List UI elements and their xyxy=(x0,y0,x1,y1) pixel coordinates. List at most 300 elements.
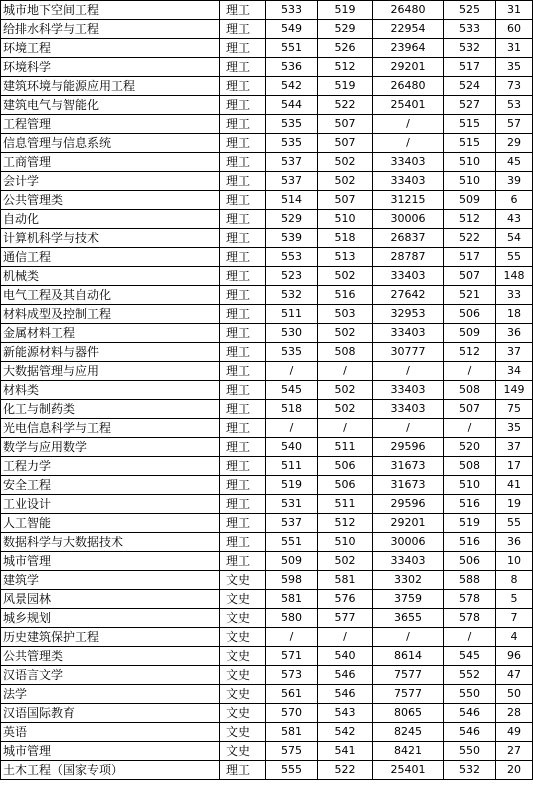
category-cell: 理工 xyxy=(220,533,266,552)
highest-score-cell: 575 xyxy=(266,742,318,761)
lowest-score-cell: 577 xyxy=(318,609,373,628)
highest-score-cell: 570 xyxy=(266,704,318,723)
highest-score-cell: 561 xyxy=(266,685,318,704)
category-cell: 理工 xyxy=(220,761,266,780)
enrollment-count-cell: 5 xyxy=(496,590,533,609)
lowest-rank-cell: 26480 xyxy=(373,1,444,20)
major-name-cell: 自动化 xyxy=(1,210,220,229)
lowest-rank-cell: 29201 xyxy=(373,58,444,77)
category-cell: 理工 xyxy=(220,495,266,514)
average-score-cell: 546 xyxy=(444,704,496,723)
average-score-cell: 578 xyxy=(444,590,496,609)
average-score-cell: 516 xyxy=(444,495,496,514)
major-name-cell: 计算机科学与技术 xyxy=(1,229,220,248)
lowest-rank-cell: 33403 xyxy=(373,172,444,191)
highest-score-cell: 514 xyxy=(266,191,318,210)
category-cell: 文史 xyxy=(220,704,266,723)
enrollment-count-cell: 54 xyxy=(496,229,533,248)
lowest-rank-cell: 31215 xyxy=(373,191,444,210)
major-name-cell: 法学 xyxy=(1,685,220,704)
lowest-score-cell: 542 xyxy=(318,723,373,742)
lowest-rank-cell: 23964 xyxy=(373,39,444,58)
lowest-score-cell: 507 xyxy=(318,134,373,153)
enrollment-count-cell: 49 xyxy=(496,723,533,742)
enrollment-count-cell: 36 xyxy=(496,533,533,552)
average-score-cell: 507 xyxy=(444,400,496,419)
highest-score-cell: 539 xyxy=(266,229,318,248)
lowest-score-cell: 522 xyxy=(318,96,373,115)
table-row xyxy=(1,267,533,286)
lowest-score-cell: 502 xyxy=(318,324,373,343)
table-row xyxy=(1,39,533,58)
major-name-cell: 大数据管理与应用 xyxy=(1,362,220,381)
table-row xyxy=(1,476,533,495)
category-cell: 理工 xyxy=(220,343,266,362)
lowest-rank-cell: 27642 xyxy=(373,286,444,305)
enrollment-count-cell: 29 xyxy=(496,134,533,153)
highest-score-cell: 549 xyxy=(266,20,318,39)
lowest-rank-cell: 22954 xyxy=(373,20,444,39)
highest-score-cell: 509 xyxy=(266,552,318,571)
category-cell: 理工 xyxy=(220,115,266,134)
highest-score-cell: 533 xyxy=(266,1,318,20)
major-name-cell: 城市地下空间工程 xyxy=(1,1,220,20)
average-score-cell: 506 xyxy=(444,305,496,324)
major-name-cell: 金属材料工程 xyxy=(1,324,220,343)
average-score-cell: 525 xyxy=(444,1,496,20)
category-cell: 理工 xyxy=(220,457,266,476)
major-name-cell: 汉语国际教育 xyxy=(1,704,220,723)
average-score-cell: / xyxy=(444,419,496,438)
major-name-cell: 风景园林 xyxy=(1,590,220,609)
table-row xyxy=(1,362,533,381)
category-cell: 理工 xyxy=(220,229,266,248)
table-row xyxy=(1,552,533,571)
lowest-rank-cell: 31673 xyxy=(373,457,444,476)
table-row xyxy=(1,286,533,305)
highest-score-cell: 537 xyxy=(266,172,318,191)
lowest-rank-cell: 33403 xyxy=(373,381,444,400)
major-name-cell: 会计学 xyxy=(1,172,220,191)
lowest-score-cell: 512 xyxy=(318,58,373,77)
enrollment-count-cell: 45 xyxy=(496,153,533,172)
table-row xyxy=(1,115,533,134)
major-name-cell: 英语 xyxy=(1,723,220,742)
category-cell: 理工 xyxy=(220,362,266,381)
category-cell: 理工 xyxy=(220,514,266,533)
lowest-rank-cell: / xyxy=(373,115,444,134)
lowest-rank-cell: 8614 xyxy=(373,647,444,666)
average-score-cell: 552 xyxy=(444,666,496,685)
major-name-cell: 公共管理类 xyxy=(1,647,220,666)
highest-score-cell: 530 xyxy=(266,324,318,343)
highest-score-cell: 535 xyxy=(266,343,318,362)
lowest-rank-cell: 8065 xyxy=(373,704,444,723)
enrollment-count-cell: 31 xyxy=(496,1,533,20)
average-score-cell: 507 xyxy=(444,267,496,286)
lowest-rank-cell: 8421 xyxy=(373,742,444,761)
table-row xyxy=(1,324,533,343)
table-row xyxy=(1,514,533,533)
major-name-cell: 建筑学 xyxy=(1,571,220,590)
lowest-rank-cell: 30006 xyxy=(373,210,444,229)
table-row xyxy=(1,457,533,476)
average-score-cell: 532 xyxy=(444,39,496,58)
average-score-cell: 588 xyxy=(444,571,496,590)
major-name-cell: 工商管理 xyxy=(1,153,220,172)
average-score-cell: 524 xyxy=(444,77,496,96)
category-cell: 文史 xyxy=(220,647,266,666)
lowest-score-cell: 541 xyxy=(318,742,373,761)
average-score-cell: 520 xyxy=(444,438,496,457)
enrollment-count-cell: 73 xyxy=(496,77,533,96)
category-cell: 文史 xyxy=(220,685,266,704)
enrollment-count-cell: 55 xyxy=(496,514,533,533)
average-score-cell: 527 xyxy=(444,96,496,115)
highest-score-cell: 531 xyxy=(266,495,318,514)
lowest-score-cell: / xyxy=(318,419,373,438)
lowest-score-cell: 540 xyxy=(318,647,373,666)
enrollment-count-cell: 35 xyxy=(496,58,533,77)
average-score-cell: / xyxy=(444,628,496,647)
enrollment-count-cell: 148 xyxy=(496,267,533,286)
table-row xyxy=(1,191,533,210)
category-cell: 理工 xyxy=(220,324,266,343)
category-cell: 理工 xyxy=(220,96,266,115)
highest-score-cell: 511 xyxy=(266,457,318,476)
category-cell: 理工 xyxy=(220,381,266,400)
highest-score-cell: 511 xyxy=(266,305,318,324)
lowest-rank-cell: 26837 xyxy=(373,229,444,248)
table-row xyxy=(1,742,533,761)
major-name-cell: 环境工程 xyxy=(1,39,220,58)
enrollment-count-cell: 37 xyxy=(496,343,533,362)
category-cell: 理工 xyxy=(220,210,266,229)
major-name-cell: 材料类 xyxy=(1,381,220,400)
major-name-cell: 人工智能 xyxy=(1,514,220,533)
average-score-cell: 521 xyxy=(444,286,496,305)
lowest-score-cell: 502 xyxy=(318,153,373,172)
lowest-score-cell: 516 xyxy=(318,286,373,305)
lowest-score-cell: 508 xyxy=(318,343,373,362)
average-score-cell: 517 xyxy=(444,58,496,77)
major-name-cell: 信息管理与信息系统 xyxy=(1,134,220,153)
average-score-cell: 522 xyxy=(444,229,496,248)
lowest-rank-cell: 33403 xyxy=(373,153,444,172)
category-cell: 理工 xyxy=(220,305,266,324)
average-score-cell: 506 xyxy=(444,552,496,571)
enrollment-count-cell: 10 xyxy=(496,552,533,571)
highest-score-cell: 542 xyxy=(266,77,318,96)
highest-score-cell: 519 xyxy=(266,476,318,495)
table-row xyxy=(1,153,533,172)
lowest-score-cell: 529 xyxy=(318,20,373,39)
table-row xyxy=(1,609,533,628)
lowest-rank-cell: 25401 xyxy=(373,761,444,780)
category-cell: 理工 xyxy=(220,476,266,495)
highest-score-cell: 537 xyxy=(266,153,318,172)
category-cell: 理工 xyxy=(220,438,266,457)
table-row xyxy=(1,58,533,77)
major-name-cell: 工程力学 xyxy=(1,457,220,476)
lowest-score-cell: 502 xyxy=(318,267,373,286)
category-cell: 理工 xyxy=(220,134,266,153)
lowest-rank-cell: / xyxy=(373,628,444,647)
enrollment-count-cell: 41 xyxy=(496,476,533,495)
table-row xyxy=(1,723,533,742)
highest-score-cell: 545 xyxy=(266,381,318,400)
lowest-score-cell: 506 xyxy=(318,476,373,495)
table-row xyxy=(1,20,533,39)
table-row xyxy=(1,628,533,647)
table-row xyxy=(1,438,533,457)
lowest-rank-cell: 29201 xyxy=(373,514,444,533)
table-row xyxy=(1,305,533,324)
highest-score-cell: 580 xyxy=(266,609,318,628)
major-name-cell: 光电信息科学与工程 xyxy=(1,419,220,438)
lowest-rank-cell: 7577 xyxy=(373,666,444,685)
highest-score-cell: 573 xyxy=(266,666,318,685)
major-name-cell: 通信工程 xyxy=(1,248,220,267)
average-score-cell: 516 xyxy=(444,533,496,552)
lowest-score-cell: 502 xyxy=(318,381,373,400)
lowest-rank-cell: 33403 xyxy=(373,267,444,286)
enrollment-count-cell: 50 xyxy=(496,685,533,704)
lowest-score-cell: 511 xyxy=(318,495,373,514)
enrollment-count-cell: 53 xyxy=(496,96,533,115)
category-cell: 理工 xyxy=(220,1,266,20)
major-name-cell: 城乡规划 xyxy=(1,609,220,628)
category-cell: 理工 xyxy=(220,419,266,438)
table-row xyxy=(1,761,533,780)
category-cell: 文史 xyxy=(220,590,266,609)
lowest-score-cell: / xyxy=(318,362,373,381)
major-name-cell: 建筑环境与能源应用工程 xyxy=(1,77,220,96)
lowest-rank-cell: 3759 xyxy=(373,590,444,609)
major-name-cell: 电气工程及其自动化 xyxy=(1,286,220,305)
table-row xyxy=(1,419,533,438)
enrollment-count-cell: 4 xyxy=(496,628,533,647)
lowest-score-cell: 510 xyxy=(318,533,373,552)
category-cell: 理工 xyxy=(220,248,266,267)
lowest-score-cell: 511 xyxy=(318,438,373,457)
lowest-rank-cell: 33403 xyxy=(373,552,444,571)
lowest-rank-cell: 33403 xyxy=(373,400,444,419)
lowest-rank-cell: 3655 xyxy=(373,609,444,628)
lowest-score-cell: 546 xyxy=(318,685,373,704)
lowest-score-cell: 546 xyxy=(318,666,373,685)
enrollment-count-cell: 96 xyxy=(496,647,533,666)
enrollment-count-cell: 8 xyxy=(496,571,533,590)
enrollment-count-cell: 17 xyxy=(496,457,533,476)
average-score-cell: 578 xyxy=(444,609,496,628)
highest-score-cell: 518 xyxy=(266,400,318,419)
average-score-cell: 515 xyxy=(444,115,496,134)
enrollment-count-cell: 75 xyxy=(496,400,533,419)
lowest-rank-cell: 7577 xyxy=(373,685,444,704)
category-cell: 理工 xyxy=(220,153,266,172)
highest-score-cell: 571 xyxy=(266,647,318,666)
category-cell: 理工 xyxy=(220,267,266,286)
enrollment-count-cell: 57 xyxy=(496,115,533,134)
category-cell: 理工 xyxy=(220,172,266,191)
lowest-rank-cell: 32953 xyxy=(373,305,444,324)
average-score-cell: 510 xyxy=(444,172,496,191)
enrollment-count-cell: 37 xyxy=(496,438,533,457)
highest-score-cell: / xyxy=(266,362,318,381)
enrollment-count-cell: 6 xyxy=(496,191,533,210)
highest-score-cell: 581 xyxy=(266,723,318,742)
category-cell: 理工 xyxy=(220,191,266,210)
average-score-cell: / xyxy=(444,362,496,381)
major-name-cell: 材料成型及控制工程 xyxy=(1,305,220,324)
lowest-score-cell: 518 xyxy=(318,229,373,248)
enrollment-count-cell: 35 xyxy=(496,419,533,438)
average-score-cell: 546 xyxy=(444,723,496,742)
enrollment-count-cell: 18 xyxy=(496,305,533,324)
category-cell: 理工 xyxy=(220,77,266,96)
major-name-cell: 城市管理 xyxy=(1,552,220,571)
average-score-cell: 508 xyxy=(444,381,496,400)
major-name-cell: 建筑电气与智能化 xyxy=(1,96,220,115)
highest-score-cell: 551 xyxy=(266,533,318,552)
average-score-cell: 510 xyxy=(444,153,496,172)
highest-score-cell: 536 xyxy=(266,58,318,77)
lowest-score-cell: 507 xyxy=(318,115,373,134)
table-row xyxy=(1,248,533,267)
highest-score-cell: 537 xyxy=(266,514,318,533)
major-name-cell: 数学与应用数学 xyxy=(1,438,220,457)
average-score-cell: 515 xyxy=(444,134,496,153)
major-name-cell: 城市管理 xyxy=(1,742,220,761)
lowest-score-cell: 510 xyxy=(318,210,373,229)
table-row xyxy=(1,343,533,362)
lowest-score-cell: 522 xyxy=(318,761,373,780)
enrollment-count-cell: 149 xyxy=(496,381,533,400)
lowest-rank-cell: / xyxy=(373,419,444,438)
enrollment-count-cell: 7 xyxy=(496,609,533,628)
enrollment-count-cell: 19 xyxy=(496,495,533,514)
enrollment-count-cell: 55 xyxy=(496,248,533,267)
table-row xyxy=(1,495,533,514)
average-score-cell: 508 xyxy=(444,457,496,476)
table-row xyxy=(1,533,533,552)
major-name-cell: 安全工程 xyxy=(1,476,220,495)
lowest-rank-cell: 30006 xyxy=(373,533,444,552)
lowest-score-cell: 512 xyxy=(318,514,373,533)
major-name-cell: 土木工程（国家专项） xyxy=(1,761,220,780)
lowest-rank-cell: / xyxy=(373,134,444,153)
table-row xyxy=(1,590,533,609)
lowest-score-cell: 502 xyxy=(318,172,373,191)
lowest-score-cell: / xyxy=(318,628,373,647)
lowest-rank-cell: 28787 xyxy=(373,248,444,267)
lowest-score-cell: 506 xyxy=(318,457,373,476)
lowest-score-cell: 576 xyxy=(318,590,373,609)
lowest-score-cell: 513 xyxy=(318,248,373,267)
table-row xyxy=(1,704,533,723)
category-cell: 文史 xyxy=(220,666,266,685)
average-score-cell: 532 xyxy=(444,761,496,780)
lowest-rank-cell: 29596 xyxy=(373,438,444,457)
table-row xyxy=(1,134,533,153)
category-cell: 理工 xyxy=(220,286,266,305)
average-score-cell: 509 xyxy=(444,191,496,210)
average-score-cell: 550 xyxy=(444,685,496,704)
major-name-cell: 汉语言文学 xyxy=(1,666,220,685)
highest-score-cell: 529 xyxy=(266,210,318,229)
major-name-cell: 工程管理 xyxy=(1,115,220,134)
category-cell: 理工 xyxy=(220,20,266,39)
major-name-cell: 新能源材料与器件 xyxy=(1,343,220,362)
table-row xyxy=(1,172,533,191)
enrollment-count-cell: 27 xyxy=(496,742,533,761)
highest-score-cell: 540 xyxy=(266,438,318,457)
lowest-rank-cell: 30777 xyxy=(373,343,444,362)
major-name-cell: 数据科学与大数据技术 xyxy=(1,533,220,552)
lowest-rank-cell: 25401 xyxy=(373,96,444,115)
enrollment-count-cell: 20 xyxy=(496,761,533,780)
lowest-score-cell: 581 xyxy=(318,571,373,590)
average-score-cell: 512 xyxy=(444,210,496,229)
table-row xyxy=(1,685,533,704)
highest-score-cell: / xyxy=(266,419,318,438)
category-cell: 文史 xyxy=(220,742,266,761)
enrollment-count-cell: 39 xyxy=(496,172,533,191)
highest-score-cell: 553 xyxy=(266,248,318,267)
average-score-cell: 533 xyxy=(444,20,496,39)
enrollment-count-cell: 60 xyxy=(496,20,533,39)
category-cell: 理工 xyxy=(220,58,266,77)
average-score-cell: 545 xyxy=(444,647,496,666)
lowest-rank-cell: 31673 xyxy=(373,476,444,495)
average-score-cell: 550 xyxy=(444,742,496,761)
category-cell: 文史 xyxy=(220,571,266,590)
highest-score-cell: 532 xyxy=(266,286,318,305)
lowest-score-cell: 502 xyxy=(318,552,373,571)
average-score-cell: 512 xyxy=(444,343,496,362)
lowest-score-cell: 502 xyxy=(318,400,373,419)
major-name-cell: 环境科学 xyxy=(1,58,220,77)
category-cell: 理工 xyxy=(220,400,266,419)
enrollment-count-cell: 36 xyxy=(496,324,533,343)
lowest-score-cell: 507 xyxy=(318,191,373,210)
major-name-cell: 公共管理类 xyxy=(1,191,220,210)
major-name-cell: 机械类 xyxy=(1,267,220,286)
category-cell: 文史 xyxy=(220,723,266,742)
average-score-cell: 510 xyxy=(444,476,496,495)
lowest-score-cell: 519 xyxy=(318,77,373,96)
table-row xyxy=(1,77,533,96)
lowest-rank-cell: 29596 xyxy=(373,495,444,514)
lowest-rank-cell: 26480 xyxy=(373,77,444,96)
table-row xyxy=(1,400,533,419)
table-row xyxy=(1,647,533,666)
table-row xyxy=(1,666,533,685)
highest-score-cell: 523 xyxy=(266,267,318,286)
average-score-cell: 517 xyxy=(444,248,496,267)
table-row xyxy=(1,96,533,115)
lowest-score-cell: 519 xyxy=(318,1,373,20)
enrollment-count-cell: 47 xyxy=(496,666,533,685)
category-cell: 理工 xyxy=(220,39,266,58)
highest-score-cell: 535 xyxy=(266,115,318,134)
enrollment-count-cell: 43 xyxy=(496,210,533,229)
highest-score-cell: 555 xyxy=(266,761,318,780)
major-name-cell: 给排水科学与工程 xyxy=(1,20,220,39)
average-score-cell: 509 xyxy=(444,324,496,343)
lowest-rank-cell: 3302 xyxy=(373,571,444,590)
